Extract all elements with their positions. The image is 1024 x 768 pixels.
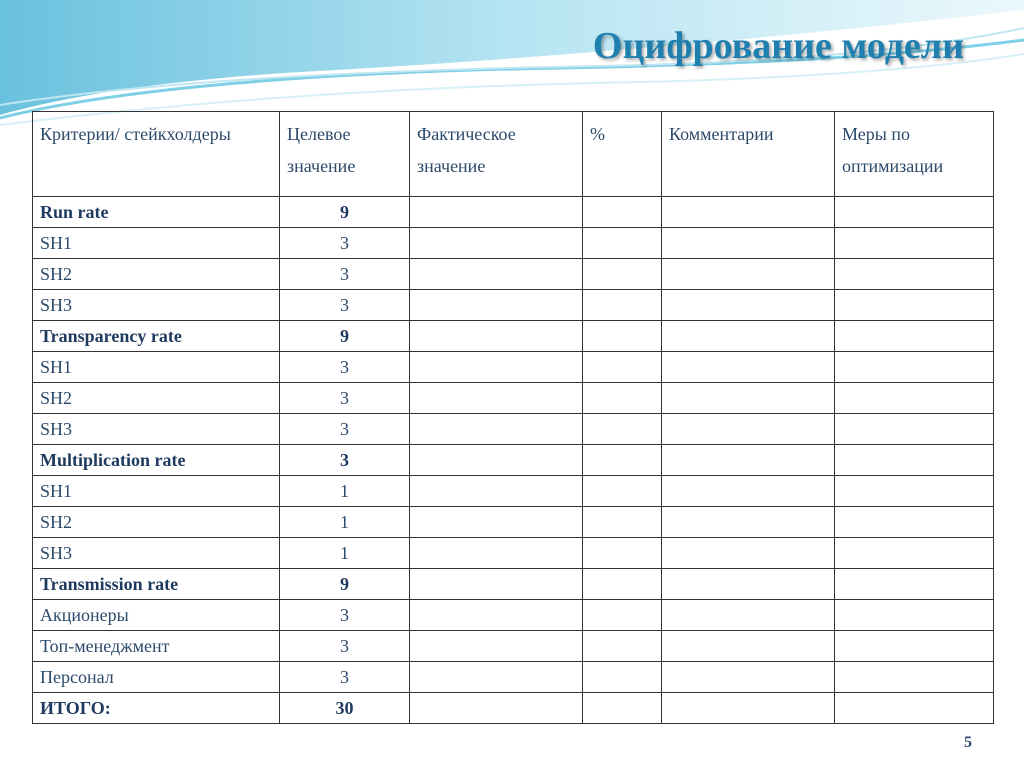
actual-cell (410, 600, 583, 631)
comment-cell (662, 445, 835, 476)
measure-cell (835, 383, 994, 414)
actual-cell (410, 414, 583, 445)
row-label: SH1 (33, 228, 280, 259)
percent-cell (583, 631, 662, 662)
comment-cell (662, 414, 835, 445)
table-row (33, 414, 994, 445)
target-value: 3 (280, 352, 410, 383)
comment-cell (662, 600, 835, 631)
table-row (33, 662, 994, 693)
measure-cell (835, 228, 994, 259)
row-label: SH2 (33, 507, 280, 538)
comment-cell (662, 290, 835, 321)
measure-cell (835, 662, 994, 693)
header-actual: Фактическое значение (410, 112, 583, 197)
row-label: Transmission rate (33, 569, 280, 600)
table-row (33, 631, 994, 662)
percent-cell (583, 476, 662, 507)
table-row (33, 600, 994, 631)
percent-cell (583, 321, 662, 352)
target-value: 9 (280, 321, 410, 352)
row-label: Multiplication rate (33, 445, 280, 476)
actual-cell (410, 259, 583, 290)
target-value: 3 (280, 631, 410, 662)
row-label: SH3 (33, 538, 280, 569)
row-label: ИТОГО: (33, 693, 280, 724)
actual-cell (410, 197, 583, 228)
table-row (33, 476, 994, 507)
comment-cell (662, 321, 835, 352)
target-value: 9 (280, 197, 410, 228)
row-label: Акционеры (33, 600, 280, 631)
table-row (33, 445, 994, 476)
measure-cell (835, 414, 994, 445)
table-row (33, 538, 994, 569)
target-value: 9 (280, 569, 410, 600)
header-criteria: Критерии/ стейкхолдеры (33, 112, 280, 197)
measure-cell (835, 538, 994, 569)
actual-cell (410, 631, 583, 662)
row-label: SH1 (33, 352, 280, 383)
measure-cell (835, 259, 994, 290)
page-number: 5 (964, 734, 972, 751)
row-label: SH2 (33, 383, 280, 414)
table-row (33, 321, 994, 352)
target-value: 3 (280, 259, 410, 290)
percent-cell (583, 662, 662, 693)
actual-cell (410, 383, 583, 414)
target-value: 3 (280, 662, 410, 693)
comment-cell (662, 383, 835, 414)
percent-cell (583, 414, 662, 445)
comment-cell (662, 197, 835, 228)
actual-cell (410, 538, 583, 569)
measure-cell (835, 569, 994, 600)
comment-cell (662, 569, 835, 600)
comment-cell (662, 631, 835, 662)
percent-cell (583, 538, 662, 569)
row-label: Transparency rate (33, 321, 280, 352)
comment-cell (662, 693, 835, 724)
criteria-table (32, 111, 994, 724)
actual-cell (410, 507, 583, 538)
actual-cell (410, 228, 583, 259)
slide-title: Оцифрование модели (592, 25, 964, 67)
actual-cell (410, 352, 583, 383)
header-percent: % (583, 112, 662, 197)
table-row (33, 507, 994, 538)
target-value: 3 (280, 383, 410, 414)
comment-cell (662, 476, 835, 507)
comment-cell (662, 259, 835, 290)
table-row (33, 383, 994, 414)
measure-cell (835, 352, 994, 383)
percent-cell (583, 569, 662, 600)
measure-cell (835, 476, 994, 507)
actual-cell (410, 290, 583, 321)
comment-cell (662, 228, 835, 259)
percent-cell (583, 600, 662, 631)
target-value: 1 (280, 476, 410, 507)
comment-cell (662, 538, 835, 569)
row-label: Персонал (33, 662, 280, 693)
row-label: Run rate (33, 197, 280, 228)
row-label: SH2 (33, 259, 280, 290)
comment-cell (662, 507, 835, 538)
table-row (33, 259, 994, 290)
actual-cell (410, 569, 583, 600)
comment-cell (662, 352, 835, 383)
actual-cell (410, 321, 583, 352)
table-row (33, 352, 994, 383)
measure-cell (835, 445, 994, 476)
percent-cell (583, 352, 662, 383)
percent-cell (583, 507, 662, 538)
percent-cell (583, 259, 662, 290)
percent-cell (583, 693, 662, 724)
percent-cell (583, 228, 662, 259)
row-label: SH3 (33, 290, 280, 321)
target-value: 3 (280, 414, 410, 445)
header-comments: Комментарии (662, 112, 835, 197)
table-row (33, 569, 994, 600)
measure-cell (835, 600, 994, 631)
table-header-row (33, 112, 994, 197)
table-row (33, 197, 994, 228)
row-label: Топ-менеджмент (33, 631, 280, 662)
percent-cell (583, 383, 662, 414)
measure-cell (835, 290, 994, 321)
actual-cell (410, 476, 583, 507)
target-value: 30 (280, 693, 410, 724)
header-target: Целевое значение (280, 112, 410, 197)
actual-cell (410, 662, 583, 693)
target-value: 3 (280, 228, 410, 259)
row-label: SH1 (33, 476, 280, 507)
measure-cell (835, 631, 994, 662)
target-value: 3 (280, 445, 410, 476)
row-label: SH3 (33, 414, 280, 445)
target-value: 1 (280, 507, 410, 538)
percent-cell (583, 445, 662, 476)
table-row (33, 228, 994, 259)
table-row (33, 290, 994, 321)
actual-cell (410, 693, 583, 724)
target-value: 3 (280, 600, 410, 631)
actual-cell (410, 445, 583, 476)
percent-cell (583, 290, 662, 321)
target-value: 3 (280, 290, 410, 321)
measure-cell (835, 507, 994, 538)
measure-cell (835, 693, 994, 724)
table-row (33, 693, 994, 724)
measure-cell (835, 197, 994, 228)
comment-cell (662, 662, 835, 693)
percent-cell (583, 197, 662, 228)
target-value: 1 (280, 538, 410, 569)
header-measures: Меры по оптимизации (835, 112, 994, 197)
measure-cell (835, 321, 994, 352)
